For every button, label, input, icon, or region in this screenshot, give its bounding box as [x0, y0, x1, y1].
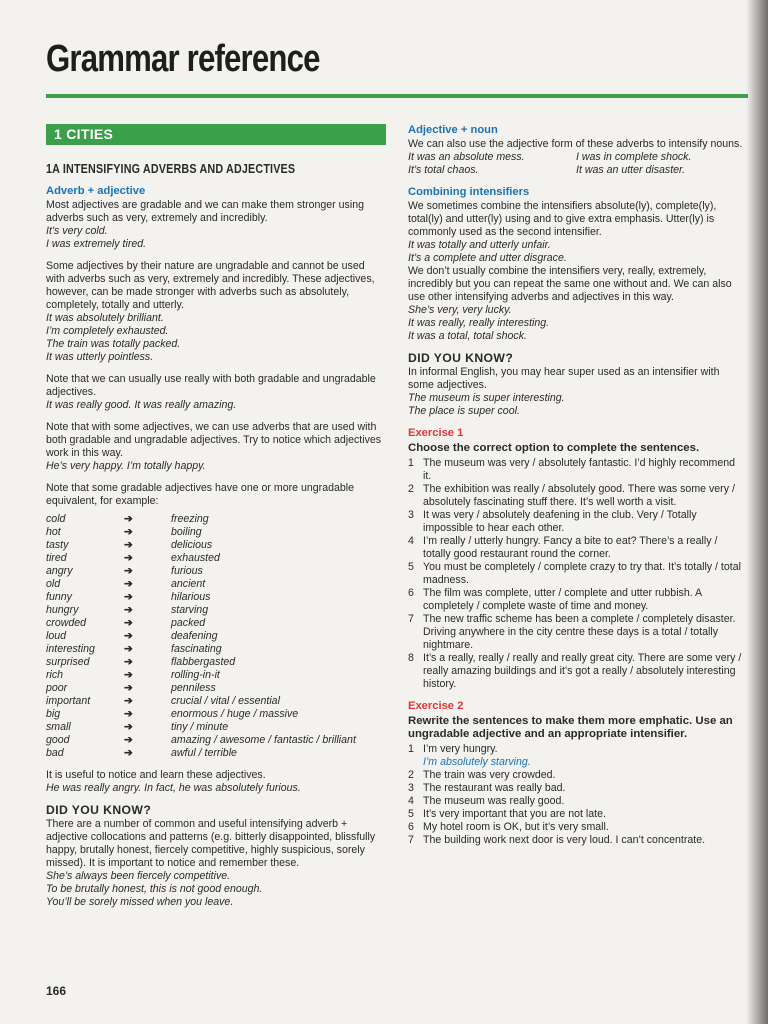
- item-text: The building work next door is very loud. I can’t concentrate.: [423, 834, 706, 846]
- adjective-pair-row: [46, 630, 386, 643]
- arrow-icon: ➔: [124, 539, 133, 551]
- exercise-item: [408, 457, 744, 483]
- exercise-item: [408, 483, 744, 509]
- gradable-adjective: funny: [46, 591, 72, 603]
- example: It’s total chaos.: [408, 164, 479, 176]
- exercise-item: [408, 782, 744, 795]
- adjective-pair-row: [46, 682, 386, 695]
- example: It was really good.: [46, 399, 132, 411]
- example: It was absolutely brilliant.: [46, 312, 164, 324]
- gradable-adjective: hungry: [46, 604, 79, 616]
- exercise-1-label: Exercise 1: [408, 427, 464, 439]
- ungradable-adjective: ancient: [171, 578, 206, 590]
- item-number: 1: [408, 743, 414, 755]
- gradable-adjective: good: [46, 734, 70, 746]
- adjective-pair-row: [46, 578, 386, 591]
- arrow-icon: ➔: [124, 552, 133, 564]
- example: To be brutally honest, this is not good enough.: [46, 883, 263, 895]
- adjective-pair-row: [46, 539, 386, 552]
- item-text: It was very / absolutely deafening in the club. Very / Totally impossible to hear each other.: [423, 509, 697, 534]
- item-number: 7: [408, 613, 414, 625]
- example-pair: [408, 164, 744, 177]
- adjective-pair-row: [46, 669, 386, 682]
- gradable-adjective: loud: [46, 630, 67, 642]
- example: It’s very cold.: [46, 225, 108, 237]
- item-number: 6: [408, 821, 414, 833]
- paragraph: We sometimes combine the intensifiers absolute(ly), complete(ly), total(ly) and utter(ly) using and to give extra emphasis. Utter(ly) is commonly used as the second intensifier.: [408, 200, 717, 238]
- exercise-2-instruction: Rewrite the sentences to make them more emphatic. Use an ungradable adjective and an appropriate intensifier.: [408, 715, 733, 740]
- page-title: Grammar reference: [46, 38, 320, 80]
- gradable-adjective: crowded: [46, 617, 87, 629]
- example: It was utterly pointless.: [46, 351, 154, 363]
- example-answer: I’m absolutely starving.: [423, 756, 531, 768]
- exercise-item: [408, 795, 744, 808]
- item-text: It’s very important that you are not late.: [423, 808, 606, 820]
- arrow-icon: ➔: [124, 682, 133, 694]
- adjective-pair-row: [46, 695, 386, 708]
- ungradable-adjective: starving: [171, 604, 209, 616]
- example: It was an utter disaster.: [576, 164, 686, 176]
- ungradable-adjective: rolling-in-it: [171, 669, 220, 681]
- adjective-pair-row: [46, 721, 386, 734]
- adjective-pair-row: [46, 591, 386, 604]
- gradable-adjective: rich: [46, 669, 64, 681]
- adjective-pair-row: [46, 734, 386, 747]
- adjective-noun-heading: Adjective + noun: [408, 124, 498, 136]
- exercise-1-instruction: Choose the correct option to complete the sentences.: [408, 442, 700, 454]
- exercise-1-list: [408, 457, 744, 691]
- adjective-pair-row: [46, 656, 386, 669]
- ungradable-adjective: hilarious: [171, 591, 211, 603]
- paragraph: It is useful to notice and learn these adjectives.: [46, 769, 266, 781]
- arrow-icon: ➔: [124, 734, 133, 746]
- exercise-item: [408, 561, 744, 587]
- item-text: You must be completely / complete crazy to try that. It’s totally / total madness.: [423, 561, 741, 586]
- item-number: 4: [408, 535, 414, 547]
- right-column: [408, 124, 744, 847]
- arrow-icon: ➔: [124, 565, 133, 577]
- gradable-adjective: old: [46, 578, 61, 590]
- exercise-item: [408, 808, 744, 821]
- left-column: [46, 124, 386, 909]
- gradable-adjective: tired: [46, 552, 67, 564]
- arrow-icon: ➔: [124, 643, 133, 655]
- example: It was really amazing.: [134, 399, 237, 411]
- ungradable-adjective: delicious: [171, 539, 213, 551]
- ungradable-adjective: amazing / awesome / fantastic / brilliant: [171, 734, 356, 746]
- adjective-pair-row: [46, 513, 386, 526]
- exercise-item: [408, 652, 744, 691]
- paragraph: Note that some gradable adjectives have one or more ungradable equivalent, for example:: [46, 482, 354, 507]
- ungradable-adjective: penniless: [171, 682, 216, 694]
- item-number: 3: [408, 509, 414, 521]
- ungradable-adjective: tiny / minute: [171, 721, 229, 733]
- gradable-adjective: angry: [46, 565, 73, 577]
- gradable-adjective: interesting: [46, 643, 95, 655]
- example: It was really, really interesting.: [408, 317, 550, 329]
- item-text: The restaurant was really bad.: [423, 782, 566, 794]
- exercise-item: [408, 613, 744, 652]
- paragraph: Most adjectives are gradable and we can make them stronger using adverbs such as very, extremely and incredibly.: [46, 199, 364, 224]
- paragraph: Note that with some adjectives, we can use adverbs that are used with both gradable and ungradable adjectives. Try to notice which adjectives work in this way.: [46, 421, 382, 459]
- did-you-know-heading: DID YOU KNOW?: [46, 803, 152, 817]
- gradable-adjective: tasty: [46, 539, 69, 551]
- adjective-pair-row: [46, 604, 386, 617]
- example: She’s very, very lucky.: [408, 304, 512, 316]
- exercise-item: [408, 587, 744, 613]
- example: I’m totally happy.: [126, 460, 206, 472]
- paragraph: Some adjectives by their nature are ungradable and cannot be used with adverbs such as very, extremely and incredibly. These adjectives, however, can be made stronger with adverbs such as absolutely, completely, totally and utterly.: [46, 260, 375, 311]
- example: I’m completely exhausted.: [46, 325, 169, 337]
- item-text: It’s a really, really / really and really great city. There are some very / really amazing buildings and it’s got a really / absolutely interesting history.: [423, 652, 742, 690]
- item-number: 2: [408, 483, 414, 495]
- exercise-2-list: [408, 743, 744, 847]
- item-number: 3: [408, 782, 414, 794]
- item-text: The museum was very / absolutely fantastic. I’d highly recommend it.: [423, 457, 736, 482]
- exercise-item: [408, 834, 744, 847]
- exercise-item: [408, 535, 744, 561]
- example: It’s a complete and utter disgrace.: [408, 252, 567, 264]
- ungradable-adjective: fascinating: [171, 643, 222, 655]
- example: She’s always been fiercely competitive.: [46, 870, 231, 882]
- paragraph: We don’t usually combine the intensifiers very, really, extremely, incredibly but you can repeat the same one without and. We can also use other intensifying adverbs and adjectives in this way.: [408, 265, 732, 303]
- exercise-item: [408, 769, 744, 782]
- arrow-icon: ➔: [124, 708, 133, 720]
- arrow-icon: ➔: [124, 721, 133, 733]
- example: I was in complete shock.: [576, 151, 692, 163]
- adverb-adjective-heading: Adverb + adjective: [46, 185, 146, 197]
- item-number: 5: [408, 808, 414, 820]
- example: He was really angry. In fact, he was absolutely furious.: [46, 782, 301, 794]
- example-pair: [408, 151, 744, 164]
- adjective-pair-row: [46, 747, 386, 760]
- paragraph: There are a number of common and useful intensifying adverb + adjective collocations and patterns (e.g. bitterly disappointed, blissfully happy, brutally honest, fiercely competitive, highly suspicious, sorely missed). It is important to notice and remember these.: [46, 818, 376, 869]
- example: The museum is super interesting.: [408, 392, 565, 404]
- item-number: 2: [408, 769, 414, 781]
- page-edge-shadow: [746, 0, 768, 1024]
- example: It was totally and utterly unfair.: [408, 239, 551, 251]
- item-text: The film was complete, utter / complete and utter rubbish. A completely / complete waste of time and money.: [423, 587, 702, 612]
- gradable-adjective: cold: [46, 513, 66, 525]
- example: He’s very happy.: [46, 460, 124, 472]
- ungradable-adjective: crucial / vital / essential: [171, 695, 280, 707]
- example: It was a total, total shock.: [408, 330, 527, 342]
- arrow-icon: ➔: [124, 669, 133, 681]
- item-number: 4: [408, 795, 414, 807]
- item-text: The train was very crowded.: [423, 769, 556, 781]
- gradable-adjective: important: [46, 695, 91, 707]
- example-line: [46, 399, 386, 412]
- section-banner: 1 CITIES: [46, 124, 386, 145]
- ungradable-adjective: exhausted: [171, 552, 220, 564]
- item-number: 7: [408, 834, 414, 846]
- did-you-know-heading: DID YOU KNOW?: [408, 351, 514, 365]
- arrow-icon: ➔: [124, 656, 133, 668]
- paragraph: We can also use the adjective form of these adverbs to intensify nouns.: [408, 138, 743, 150]
- arrow-icon: ➔: [124, 591, 133, 603]
- exercise-2-label: Exercise 2: [408, 700, 464, 712]
- title-rule: [46, 94, 748, 98]
- arrow-icon: ➔: [124, 513, 133, 525]
- exercise-item: [408, 509, 744, 535]
- ungradable-adjective: deafening: [171, 630, 218, 642]
- arrow-icon: ➔: [124, 695, 133, 707]
- item-number: 6: [408, 587, 414, 599]
- example: It was an absolute mess.: [408, 151, 525, 163]
- example: You’ll be sorely missed when you leave.: [46, 896, 234, 908]
- ungradable-adjective: freezing: [171, 513, 209, 525]
- arrow-icon: ➔: [124, 578, 133, 590]
- arrow-icon: ➔: [124, 747, 133, 759]
- ungradable-adjective: enormous / huge / massive: [171, 708, 299, 720]
- paragraph: In informal English, you may hear super used as an intensifier with some adjectives.: [408, 366, 720, 391]
- exercise-item: [408, 743, 744, 756]
- adjective-pair-row: [46, 617, 386, 630]
- example: The train was totally packed.: [46, 338, 181, 350]
- gradable-adjective: big: [46, 708, 61, 720]
- item-text: The new traffic scheme has been a complete / completely disaster. Driving anywhere in the city centre these days is a total / totally nightmare.: [423, 613, 736, 651]
- item-text: I’m very hungry.: [423, 743, 498, 755]
- ungradable-adjective: packed: [171, 617, 206, 629]
- item-text: I’m really / utterly hungry. Fancy a bite to eat? There’s a really / totally good restaurant round the corner.: [423, 535, 718, 560]
- ungradable-adjective: furious: [171, 565, 203, 577]
- gradable-adjective: poor: [46, 682, 68, 694]
- example: The place is super cool.: [408, 405, 520, 417]
- ungradable-adjective: boiling: [171, 526, 202, 538]
- arrow-icon: ➔: [124, 630, 133, 642]
- combining-intensifiers-heading: Combining intensifiers: [408, 186, 530, 198]
- adjective-pair-row: [46, 643, 386, 656]
- item-text: The exhibition was really / absolutely good. There was some very / absolutely fascinating stuff there. It’s well worth a visit.: [423, 483, 735, 508]
- adjective-pair-row: [46, 526, 386, 539]
- gradable-adjective: bad: [46, 747, 64, 759]
- example-line: [46, 460, 386, 473]
- adjective-pair-row: [46, 552, 386, 565]
- ungradable-adjective: flabbergasted: [171, 656, 236, 668]
- arrow-icon: ➔: [124, 526, 133, 538]
- item-text: The museum was really good.: [423, 795, 565, 807]
- adjective-pair-row: [46, 565, 386, 578]
- example: I was extremely tired.: [46, 238, 147, 250]
- gradable-adjective: hot: [46, 526, 61, 538]
- gradable-adjective: small: [46, 721, 71, 733]
- item-text: My hotel room is OK, but it’s very small.: [423, 821, 609, 833]
- item-number: 5: [408, 561, 414, 573]
- item-number: 1: [408, 457, 414, 469]
- ungradable-adjective: awful / terrible: [171, 747, 237, 759]
- section-subhead: 1A INTENSIFYING ADVERBS AND ADJECTIVES: [46, 162, 296, 176]
- item-number: 8: [408, 652, 414, 664]
- arrow-icon: ➔: [124, 617, 133, 629]
- page-number: 166: [46, 984, 67, 998]
- gradable-adjective: surprised: [46, 656, 90, 668]
- exercise-item: [408, 821, 744, 834]
- arrow-icon: ➔: [124, 604, 133, 616]
- paragraph: Note that we can usually use really with both gradable and ungradable adjectives.: [46, 373, 376, 398]
- adjective-pairs-table: [46, 513, 386, 760]
- adjective-pair-row: [46, 708, 386, 721]
